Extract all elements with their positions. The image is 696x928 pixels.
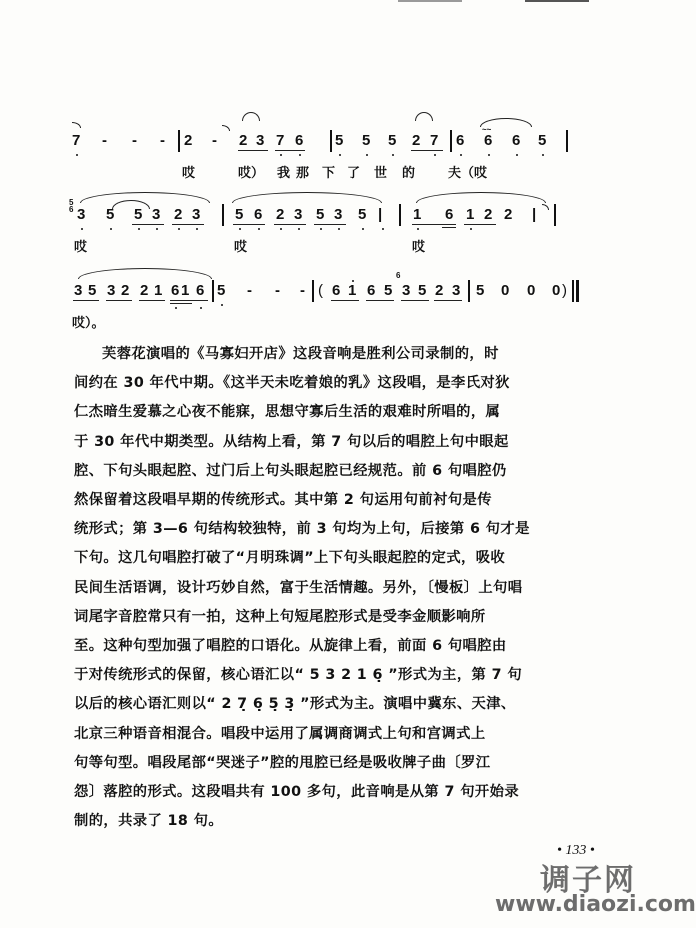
low-octave-dot — [470, 228, 472, 230]
paren-close: ) — [562, 282, 567, 299]
note: 2 — [504, 206, 513, 223]
low-octave-dot — [200, 307, 202, 309]
note: 5 — [476, 282, 485, 299]
low-octave-dot — [280, 228, 282, 230]
scan-artifact-bar-left — [398, 0, 462, 2]
barline — [330, 130, 332, 152]
barline — [312, 280, 314, 302]
note: 1 — [466, 206, 475, 223]
final-barline-thin — [572, 280, 574, 302]
note: 5 — [362, 132, 371, 149]
grace-note: 6 — [69, 205, 74, 214]
lyric: 下 — [322, 166, 336, 181]
low-octave-dot — [221, 304, 223, 306]
barline — [468, 280, 470, 302]
low-octave-dot — [338, 228, 340, 230]
final-barline-thick — [576, 280, 579, 302]
note: 6 — [171, 282, 180, 299]
text-line: 下句。这几句唱腔打破了“月明珠调”上下句头眼起腔的定式，吸收 — [74, 550, 506, 567]
note: 2 — [239, 132, 248, 149]
underline — [401, 300, 429, 301]
underline — [434, 300, 462, 301]
note: 3 — [402, 282, 411, 299]
underline — [464, 224, 496, 225]
rest: 0 — [552, 282, 561, 299]
dash: - — [102, 132, 107, 149]
low-octave-dot — [516, 154, 518, 156]
low-octave-dot — [178, 228, 180, 230]
score-line-3 — [72, 268, 592, 331]
note: 1 — [181, 282, 190, 299]
slur — [232, 192, 382, 203]
note: 1 — [154, 282, 163, 299]
low-octave-dot — [76, 154, 78, 156]
note: 2 — [121, 282, 130, 299]
grace-note: 5 — [69, 198, 74, 207]
low-octave-dot — [434, 154, 436, 156]
note: 5 — [235, 206, 244, 223]
lyric: 我 — [277, 166, 291, 181]
note: 5 — [358, 206, 367, 223]
high-octave-dot — [352, 280, 354, 282]
low-octave-dot — [382, 228, 384, 230]
low-octave-dot — [542, 154, 544, 156]
text-line: 仁杰暗生爱慕之心夜不能寐，思想守寡后生活的艰难时所唱的，属 — [74, 404, 501, 421]
text-line: 间约在 30 年代中期。《这半天未吃着娘的乳》这段唱，是李氏对狄 — [74, 375, 510, 392]
barline — [399, 204, 401, 226]
rest: 0 — [501, 282, 510, 299]
lyric: 夫（哎 — [448, 166, 488, 181]
low-octave-dot — [138, 228, 140, 230]
note: 2 — [174, 206, 183, 223]
note: 2 — [140, 282, 149, 299]
watermark-site-name: 调子网 — [540, 863, 636, 898]
barline — [450, 130, 452, 152]
slur — [415, 112, 433, 121]
underline — [412, 224, 456, 225]
note: 5 — [418, 282, 427, 299]
body-text — [74, 340, 584, 836]
note: | — [532, 206, 537, 223]
low-octave-dot — [156, 228, 158, 230]
note: 5 — [316, 206, 325, 223]
underline — [170, 300, 208, 301]
underline — [411, 150, 443, 151]
low-octave-dot — [339, 154, 341, 156]
text-line: 于 30 年代中期类型。从结构上看，第 7 句以后的唱腔上句中眼起 — [74, 433, 509, 450]
underline — [233, 224, 265, 225]
dash: - — [160, 132, 165, 149]
note: 3 — [77, 206, 86, 223]
note: 5 — [384, 282, 393, 299]
low-octave-dot — [298, 228, 300, 230]
note: 6 — [367, 282, 376, 299]
paren-open: ( — [318, 282, 323, 299]
barline — [212, 280, 214, 302]
lyric: 哎 — [234, 240, 248, 255]
text-line: 以后的核心语汇则以“ 2 7̣ 6̣ 5̣ 3̣ ”形式为主。演唱中冀东、天津、 — [74, 696, 516, 713]
barline — [178, 130, 180, 152]
dash: - — [300, 282, 305, 299]
note: 6 — [332, 282, 341, 299]
underline — [442, 227, 456, 228]
note: 5 — [217, 282, 226, 299]
note: 6 — [456, 132, 465, 149]
lyric: 哎 — [74, 240, 88, 255]
note: 3 — [74, 282, 83, 299]
lyric: 哎）。 — [72, 316, 105, 331]
barline — [566, 130, 568, 152]
note: 3 — [107, 282, 116, 299]
note: 6 — [196, 282, 205, 299]
note: 2 — [412, 132, 421, 149]
lyric: 那 — [296, 166, 310, 181]
note: 3 — [294, 206, 303, 223]
underline — [274, 224, 306, 225]
underline — [314, 224, 346, 225]
watermark-url: www.diaozi.com — [495, 892, 696, 917]
page-number: • 133 • — [557, 843, 595, 858]
barline — [554, 204, 556, 226]
note: 6 — [484, 132, 493, 149]
low-octave-dot — [366, 154, 368, 156]
scan-artifact-bar-right — [525, 0, 589, 2]
note: 2 — [184, 132, 193, 149]
low-octave-dot — [175, 307, 177, 309]
note: 5 — [538, 132, 547, 149]
note: 6 — [254, 206, 263, 223]
slur — [72, 122, 81, 128]
note: 7 — [430, 132, 439, 149]
note: 2 — [435, 282, 444, 299]
note: 3 — [334, 206, 343, 223]
text-line: 句等句型。唱段尾部“哭迷子”腔的甩腔已经是吸收牌子曲〔罗江 — [74, 754, 491, 771]
underline — [275, 150, 305, 151]
slur — [80, 192, 210, 203]
text-line: 制的，共录了 18 句。 — [74, 813, 224, 830]
low-octave-dot — [362, 228, 364, 230]
low-octave-dot — [417, 228, 419, 230]
note: 3 — [452, 282, 461, 299]
note: 5 — [88, 282, 97, 299]
low-octave-dot — [488, 154, 490, 156]
text-line: 于对传统形式的保留，核心语汇以“ 5 3 2 1 6̣ ”形式为主，第 7 句 — [74, 667, 523, 684]
low-octave-dot — [460, 154, 462, 156]
low-octave-dot — [81, 228, 83, 230]
note: 6 — [445, 206, 454, 223]
lyric: 哎） — [238, 166, 265, 181]
note: 2 — [276, 206, 285, 223]
lyric: 的 — [402, 166, 416, 181]
text-line: 怨〕落腔的形式。这段唱共有 100 多句，此音响是从第 7 句开始录 — [74, 784, 520, 801]
note: 7 — [72, 132, 81, 149]
note: 7 — [276, 132, 285, 149]
note: 5 — [134, 206, 143, 223]
low-octave-dot — [299, 154, 301, 156]
dash: - — [247, 282, 252, 299]
dash: - — [275, 282, 280, 299]
note: 3 — [152, 206, 161, 223]
rest: 0 — [527, 282, 536, 299]
underline — [366, 300, 394, 301]
underline — [132, 224, 164, 225]
low-octave-dot — [320, 228, 322, 230]
text-line: 腔、下句头眼起腔、过门后上句头眼起腔已经规范。前 6 句唱腔仍 — [74, 462, 507, 479]
dash: - — [212, 132, 217, 149]
trill-mark: ~~ — [482, 125, 492, 134]
note: 5 — [335, 132, 344, 149]
lyric: 了 — [347, 166, 361, 181]
note: 1 — [413, 206, 422, 223]
text-line: 统形式；第 3—6 句结构较独特，前 3 句均为上句，后接第 6 句才是 — [74, 521, 530, 538]
slur — [542, 204, 549, 210]
low-octave-dot — [239, 228, 241, 230]
slur — [416, 192, 546, 203]
note: 5 — [388, 132, 397, 149]
slur — [222, 125, 230, 131]
underline — [73, 300, 99, 301]
lyric: 世 — [374, 166, 388, 181]
dash: - — [132, 132, 137, 149]
note: 5 — [106, 206, 115, 223]
score-line-2 — [69, 192, 592, 255]
lyric: 哎 — [182, 166, 196, 181]
slur — [242, 112, 260, 121]
text-line: 民间生活语调，设计巧妙自然，富于生活情趣。另外，〔慢板〕上句唱 — [74, 579, 523, 596]
low-octave-dot — [280, 154, 282, 156]
note: 3 — [256, 132, 265, 149]
underline — [106, 300, 132, 301]
lyric: 哎 — [412, 240, 426, 255]
note: 6 — [295, 132, 304, 149]
text-line: 北京三种语音相混合。唱段中运用了属调商调式上句和宫调式上 — [74, 725, 486, 742]
text-line: 词尾字音腔常只有一拍，这种上句短尾腔形式是受李金顺影响所 — [74, 608, 486, 625]
underline — [139, 300, 165, 301]
note: 6 — [512, 132, 521, 149]
note: | — [378, 206, 383, 223]
low-octave-dot — [110, 228, 112, 230]
low-octave-dot — [392, 154, 394, 156]
note: 2 — [484, 206, 493, 223]
barline — [222, 204, 224, 226]
underline — [172, 224, 204, 225]
note: 3 — [192, 206, 201, 223]
text-line: 然保留着这段唱早期的传统形式。其中第 2 句运用句前衬句是传 — [74, 492, 492, 509]
note: 1 — [348, 282, 357, 299]
underline — [331, 300, 359, 301]
score-line-1 — [72, 118, 592, 181]
grace-note: 6 — [396, 271, 401, 280]
text-line: 芙蓉花演唱的《马寡妇开店》这段音响是胜利公司录制的，时 — [102, 346, 499, 362]
low-octave-dot — [196, 228, 198, 230]
slur — [78, 268, 212, 279]
underline — [238, 150, 268, 151]
text-line: 至。这种句型加强了唱腔的口语化。从旋律上看，前面 6 句唱腔由 — [74, 638, 507, 655]
underline — [170, 303, 192, 304]
low-octave-dot — [258, 228, 260, 230]
